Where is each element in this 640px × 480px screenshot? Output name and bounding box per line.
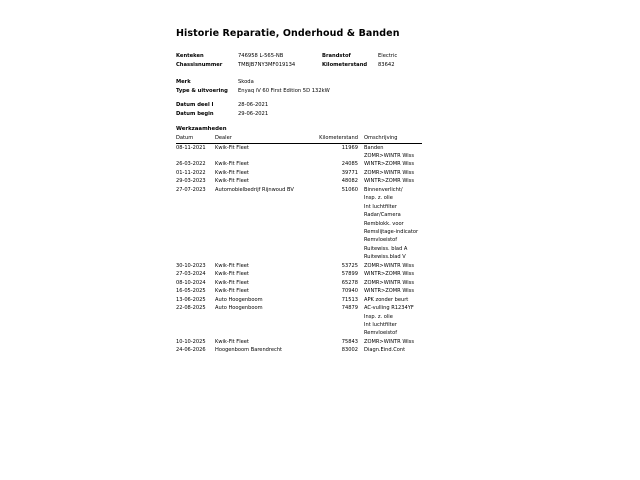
row-dealer: Auto Hoogenboom (215, 296, 263, 303)
table-row (176, 220, 422, 228)
row-datum (176, 203, 215, 211)
row-datum: 29-03-2023 (176, 178, 206, 185)
row-datum (176, 236, 215, 244)
row-omschrijving: Banden (364, 144, 384, 151)
info-row-kenteken (176, 52, 476, 61)
table-row (176, 194, 422, 202)
row-dealer (215, 211, 303, 219)
table-row (176, 143, 422, 152)
row-dealer (215, 313, 303, 321)
datum-begin-value: 29-06-2021 (238, 110, 269, 117)
row-datum (176, 253, 215, 261)
row-dealer: Hoogenboom Barendrecht (215, 347, 283, 354)
datum-begin-label: Datum begin (176, 110, 214, 117)
row-omschrijving: WINTR>ZOMR Wiss (364, 271, 414, 278)
table-row (176, 203, 422, 211)
row-kilometerstand (303, 228, 363, 236)
table-row (176, 329, 422, 337)
row-dealer (215, 194, 303, 202)
kilometerstand-value: 83642 (378, 61, 395, 68)
row-omschrijving: Ruitewiss.blad V (364, 254, 406, 261)
row-dealer (215, 220, 303, 228)
table-row (176, 245, 422, 253)
row-dealer: Kwik-Fit Fleet (215, 338, 249, 345)
row-dealer: Kwik-Fit Fleet (215, 169, 249, 176)
row-datum (176, 228, 215, 236)
row-kilometerstand: 48082 (341, 178, 358, 185)
info-row-type (176, 87, 476, 96)
info-row-chassis (176, 61, 476, 70)
table-row (176, 296, 422, 304)
row-datum: 24-06-2026 (176, 347, 206, 354)
table-row (176, 160, 422, 168)
kilometerstand-label: Kilometerstand (322, 61, 368, 68)
row-omschrijving: WINTR>ZOMR Wiss (364, 178, 414, 185)
row-kilometerstand (303, 245, 363, 253)
kenteken-label: Kenteken (176, 53, 204, 59)
table-row (176, 186, 422, 194)
datum-deel-value: 28-06-2021 (238, 102, 269, 108)
row-omschrijving: Radar/Camera (364, 212, 401, 219)
row-dealer: Kwik-Fit Fleet (215, 161, 249, 168)
row-omschrijving: APK zonder beurt (364, 296, 409, 303)
table-row (176, 228, 422, 236)
table-row (176, 304, 422, 312)
row-datum: 26-03-2022 (176, 161, 206, 168)
table-row (176, 211, 422, 219)
datum-deel-label: Datum deel I (176, 102, 214, 108)
row-omschrijving: Insp. z. olie (364, 313, 393, 320)
table-header-row (176, 135, 422, 143)
header-kilometerstand: Kilometerstand (303, 135, 363, 143)
row-dealer: Kwik-Fit Fleet (215, 144, 249, 151)
table-row (176, 169, 422, 177)
row-datum: 27-07-2023 (176, 186, 206, 193)
row-omschrijving: Insp. z. olie (364, 195, 393, 202)
row-omschrijving: WINTR>ZOMR Wiss (364, 288, 414, 295)
row-kilometerstand: 57899 (341, 271, 358, 278)
report-page (176, 28, 476, 354)
table-row (176, 253, 422, 261)
row-datum (176, 220, 215, 228)
row-omschrijving: Remvloeistof (364, 237, 398, 244)
table-row (176, 262, 422, 270)
row-datum (176, 194, 215, 202)
type-value: Enyaq iV 60 First Edition 5D 132kW (238, 87, 330, 94)
row-datum (176, 152, 215, 160)
row-datum: 27-03-2024 (176, 271, 206, 278)
type-label: Type & uitvoering (176, 87, 228, 94)
row-dealer: Kwik-Fit Fleet (215, 288, 249, 295)
row-dealer: Auto Hoogenboom (215, 305, 263, 312)
row-dealer (215, 236, 303, 244)
row-omschrijving: Int luchtfilter (364, 322, 397, 329)
table-row (176, 152, 422, 160)
info-row-merk (176, 78, 476, 87)
row-dealer (215, 253, 303, 261)
row-kilometerstand: 75843 (341, 338, 358, 345)
row-omschrijving: Binnenverlicht/ (364, 186, 403, 193)
row-kilometerstand: 53725 (341, 262, 358, 269)
row-datum: 08-10-2024 (176, 279, 206, 286)
row-kilometerstand: 70940 (341, 288, 358, 295)
table-row (176, 279, 422, 287)
row-dealer (215, 203, 303, 211)
werkzaamheden-table (176, 135, 422, 355)
vehicle-info-block-3 (176, 101, 476, 118)
header-omschrijving: Omschrijving (363, 135, 422, 143)
brandstof-value: Electric (378, 53, 398, 59)
row-dealer: Automobielbedrijf Rijnwoud BV (215, 186, 294, 193)
row-dealer (215, 245, 303, 253)
row-datum (176, 321, 215, 329)
row-dealer (215, 321, 303, 329)
report-title: Historie Reparatie, Onderhoud & Banden (176, 28, 400, 39)
row-omschrijving: ZOMR>WINTR Wiss (364, 152, 414, 159)
row-omschrijving: Ruitewiss. blad A (364, 245, 408, 252)
table-row (176, 177, 422, 185)
row-datum: 30-10-2023 (176, 262, 206, 269)
table-row (176, 338, 422, 346)
werkzaamheden-title: Werkzaamheden (176, 126, 227, 132)
row-kilometerstand: 71513 (341, 296, 358, 303)
row-kilometerstand (303, 211, 363, 219)
row-dealer: Kwik-Fit Fleet (215, 178, 249, 185)
table-row (176, 321, 422, 329)
row-datum (176, 329, 215, 337)
vehicle-info-block-1 (176, 52, 476, 69)
row-datum (176, 245, 215, 253)
row-kilometerstand (303, 220, 363, 228)
row-omschrijving: Remslijtage-indicator (364, 229, 419, 236)
row-kilometerstand: 51060 (341, 186, 358, 193)
brandstof-label: Brandstof (322, 53, 351, 59)
row-omschrijving: ZOMR>WINTR Wiss (364, 262, 414, 269)
merk-value: Skoda (238, 79, 254, 85)
row-kilometerstand (303, 152, 363, 160)
row-omschrijving: Remvloeistof (364, 330, 398, 337)
row-omschrijving: ZOMR>WINTR Wiss (364, 169, 414, 176)
row-datum (176, 313, 215, 321)
row-kilometerstand (303, 253, 363, 261)
row-dealer (215, 228, 303, 236)
chassis-value: TMBJB7NY3MF019134 (238, 61, 296, 68)
row-kilometerstand (303, 321, 363, 329)
row-dealer (215, 329, 303, 337)
row-dealer: Kwik-Fit Fleet (215, 271, 249, 278)
row-omschrijving: ZOMR>WINTR Wiss (364, 279, 414, 286)
row-kilometerstand: 39771 (341, 169, 358, 176)
table-row (176, 346, 422, 354)
row-kilometerstand (303, 236, 363, 244)
kenteken-value: 746958 L-565-NB (238, 53, 284, 59)
row-kilometerstand: 83002 (341, 347, 358, 354)
header-datum: Datum (176, 135, 215, 143)
row-kilometerstand (303, 194, 363, 202)
vehicle-info-block-2 (176, 78, 476, 95)
info-row-datum-deel (176, 101, 476, 110)
chassis-label: Chassisnummer (176, 61, 223, 68)
table-row (176, 313, 422, 321)
row-dealer: Kwik-Fit Fleet (215, 262, 249, 269)
row-kilometerstand: 24085 (341, 161, 358, 168)
row-kilometerstand: 74879 (341, 305, 358, 312)
row-dealer: Kwik-Fit Fleet (215, 279, 249, 286)
merk-label: Merk (176, 79, 191, 85)
row-datum: 22-08-2025 (176, 305, 206, 312)
row-omschrijving: Remblokk. voor (364, 220, 404, 227)
row-kilometerstand (303, 203, 363, 211)
info-row-datum-begin (176, 110, 476, 119)
row-kilometerstand (303, 329, 363, 337)
row-datum: 13-06-2025 (176, 296, 206, 303)
row-omschrijving: Diagn.Eind.Cont (364, 347, 406, 354)
row-datum: 08-11-2021 (176, 144, 206, 151)
row-omschrijving: Int luchtfilter (364, 203, 397, 210)
table-row (176, 236, 422, 244)
row-datum: 16-05-2025 (176, 288, 206, 295)
werkzaamheden-rows (176, 143, 422, 355)
row-datum: 10-10-2025 (176, 338, 206, 345)
table-row (176, 270, 422, 278)
row-kilometerstand: 11969 (341, 144, 358, 151)
header-dealer: Dealer (215, 135, 303, 143)
row-kilometerstand: 65278 (341, 279, 358, 286)
row-kilometerstand (303, 313, 363, 321)
row-datum: 01-11-2022 (176, 169, 206, 176)
row-omschrijving: AC-vulling R1234YF (364, 305, 414, 312)
table-row (176, 287, 422, 295)
row-omschrijving: WINTR>ZOMR Wiss (364, 161, 414, 168)
row-dealer (215, 152, 303, 160)
row-datum (176, 211, 215, 219)
row-omschrijving: ZOMR>WINTR Wiss (364, 338, 414, 345)
